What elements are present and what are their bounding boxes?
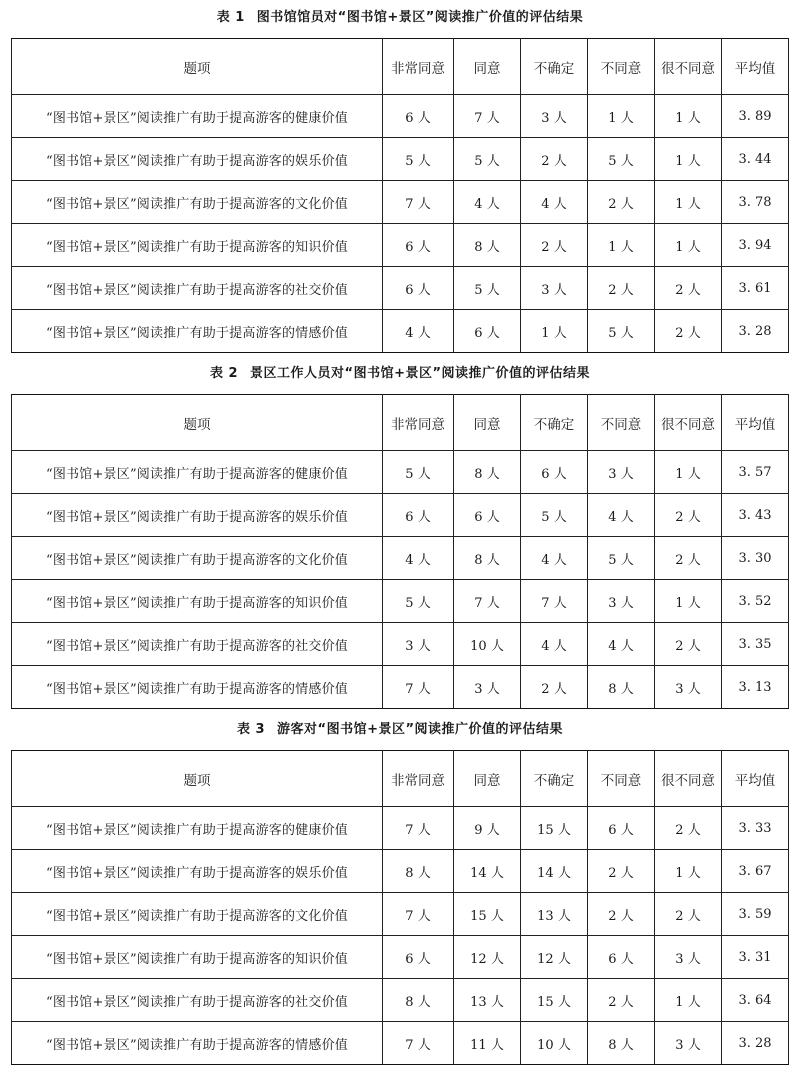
table-1-caption [0,6,800,25]
table-row [12,310,789,353]
cell-strongly-disagree: 2 人 [655,893,722,936]
cell-unsure: 6 人 [521,451,588,494]
header-agree: 同意 [454,395,521,451]
cell-average: 3. 89 [722,95,789,138]
cell-strongly-agree: 4 人 [383,310,454,353]
cell-average: 3. 94 [722,224,789,267]
header-average: 平均值 [722,751,789,807]
cell-agree: 3 人 [454,666,521,709]
header-agree: 同意 [454,751,521,807]
cell-agree: 5 人 [454,267,521,310]
header-strongly-disagree: 很不同意 [655,39,722,95]
header-disagree: 不同意 [588,39,655,95]
table-row [12,666,789,709]
table-header-row [12,39,789,95]
cell-unsure: 3 人 [521,95,588,138]
cell-strongly-agree: 8 人 [383,850,454,893]
cell-average: 3. 35 [722,623,789,666]
cell-agree: 12 人 [454,936,521,979]
cell-item: “图书馆+景区”阅读推广有助于提高游客的情感价值 [12,1022,383,1065]
cell-unsure: 15 人 [521,807,588,850]
cell-strongly-agree: 7 人 [383,1022,454,1065]
cell-item: “图书馆+景区”阅读推广有助于提高游客的文化价值 [12,893,383,936]
table-row [12,138,789,181]
table-row [12,580,789,623]
table-1-number: 表 1 [216,10,245,25]
table-row [12,893,789,936]
cell-disagree: 4 人 [588,494,655,537]
cell-strongly-disagree: 3 人 [655,666,722,709]
cell-disagree: 3 人 [588,451,655,494]
cell-agree: 8 人 [454,537,521,580]
cell-disagree: 8 人 [588,1022,655,1065]
cell-unsure: 12 人 [521,936,588,979]
cell-strongly-agree: 5 人 [383,138,454,181]
cell-unsure: 2 人 [521,666,588,709]
cell-item: “图书馆+景区”阅读推广有助于提高游客的情感价值 [12,310,383,353]
table-3-caption [0,718,800,737]
cell-strongly-agree: 4 人 [383,537,454,580]
cell-item: “图书馆+景区”阅读推广有助于提高游客的健康价值 [12,807,383,850]
cell-agree: 7 人 [454,95,521,138]
cell-disagree: 8 人 [588,666,655,709]
header-strongly-disagree: 很不同意 [655,395,722,451]
table-1-title: 图书馆馆员对“图书馆+景区”阅读推广价值的评估结果 [256,10,584,25]
cell-agree: 8 人 [454,451,521,494]
header-disagree: 不同意 [588,395,655,451]
cell-disagree: 1 人 [588,224,655,267]
cell-disagree: 6 人 [588,807,655,850]
cell-average: 3. 33 [722,807,789,850]
table-3 [11,750,789,1065]
cell-item: “图书馆+景区”阅读推广有助于提高游客的知识价值 [12,580,383,623]
header-item: 题项 [12,39,383,95]
header-average: 平均值 [722,39,789,95]
header-item: 题项 [12,395,383,451]
cell-strongly-disagree: 1 人 [655,181,722,224]
cell-agree: 14 人 [454,850,521,893]
cell-item: “图书馆+景区”阅读推广有助于提高游客的社交价值 [12,623,383,666]
cell-unsure: 2 人 [521,138,588,181]
cell-item: “图书馆+景区”阅读推广有助于提高游客的健康价值 [12,95,383,138]
cell-strongly-disagree: 1 人 [655,451,722,494]
cell-strongly-agree: 7 人 [383,181,454,224]
cell-agree: 6 人 [454,494,521,537]
header-unsure: 不确定 [521,395,588,451]
cell-agree: 15 人 [454,893,521,936]
table-row [12,1022,789,1065]
cell-strongly-disagree: 3 人 [655,1022,722,1065]
cell-agree: 7 人 [454,580,521,623]
cell-strongly-disagree: 1 人 [655,580,722,623]
cell-unsure: 2 人 [521,224,588,267]
cell-disagree: 5 人 [588,138,655,181]
table-2-title: 景区工作人员对“图书馆+景区”阅读推广价值的评估结果 [250,366,591,381]
cell-unsure: 15 人 [521,979,588,1022]
cell-item: “图书馆+景区”阅读推广有助于提高游客的知识价值 [12,224,383,267]
cell-disagree: 2 人 [588,181,655,224]
cell-disagree: 1 人 [588,95,655,138]
table-header-row [12,395,789,451]
cell-agree: 5 人 [454,138,521,181]
table-row [12,181,789,224]
table-row [12,95,789,138]
cell-strongly-agree: 6 人 [383,224,454,267]
cell-strongly-disagree: 1 人 [655,850,722,893]
cell-disagree: 2 人 [588,893,655,936]
header-agree: 同意 [454,39,521,95]
cell-agree: 11 人 [454,1022,521,1065]
table-row [12,451,789,494]
table-row [12,979,789,1022]
cell-disagree: 2 人 [588,850,655,893]
cell-disagree: 5 人 [588,310,655,353]
table-3-number: 表 3 [236,722,266,737]
cell-strongly-agree: 6 人 [383,267,454,310]
table-3-title: 游客对“图书馆+景区”阅读推广价值的评估结果 [277,722,564,737]
cell-unsure: 4 人 [521,181,588,224]
cell-item: “图书馆+景区”阅读推广有助于提高游客的娱乐价值 [12,138,383,181]
cell-item: “图书馆+景区”阅读推广有助于提高游客的知识价值 [12,936,383,979]
cell-unsure: 14 人 [521,850,588,893]
table-row [12,623,789,666]
cell-average: 3. 59 [722,893,789,936]
cell-agree: 9 人 [454,807,521,850]
cell-strongly-agree: 6 人 [383,494,454,537]
cell-disagree: 2 人 [588,979,655,1022]
cell-strongly-disagree: 2 人 [655,494,722,537]
cell-strongly-disagree: 1 人 [655,138,722,181]
cell-disagree: 2 人 [588,267,655,310]
cell-strongly-disagree: 2 人 [655,267,722,310]
table-2-caption [0,362,800,381]
header-strongly-agree: 非常同意 [383,39,454,95]
cell-strongly-disagree: 1 人 [655,224,722,267]
cell-item: “图书馆+景区”阅读推广有助于提高游客的健康价值 [12,451,383,494]
cell-strongly-agree: 7 人 [383,807,454,850]
cell-unsure: 1 人 [521,310,588,353]
table-row [12,850,789,893]
cell-disagree: 5 人 [588,537,655,580]
header-item: 题项 [12,751,383,807]
cell-average: 3. 78 [722,181,789,224]
cell-item: “图书馆+景区”阅读推广有助于提高游客的社交价值 [12,267,383,310]
cell-agree: 8 人 [454,224,521,267]
cell-unsure: 4 人 [521,623,588,666]
cell-average: 3. 61 [722,267,789,310]
cell-average: 3. 43 [722,494,789,537]
cell-strongly-disagree: 2 人 [655,310,722,353]
cell-item: “图书馆+景区”阅读推广有助于提高游客的社交价值 [12,979,383,1022]
header-disagree: 不同意 [588,751,655,807]
cell-strongly-agree: 7 人 [383,893,454,936]
cell-strongly-disagree: 2 人 [655,807,722,850]
table-row [12,807,789,850]
cell-unsure: 13 人 [521,893,588,936]
table-2-number: 表 2 [209,366,239,381]
cell-unsure: 3 人 [521,267,588,310]
header-unsure: 不确定 [521,751,588,807]
table-header-row [12,751,789,807]
table-row [12,537,789,580]
cell-strongly-agree: 6 人 [383,936,454,979]
cell-average: 3. 28 [722,1022,789,1065]
cell-strongly-agree: 3 人 [383,623,454,666]
cell-strongly-disagree: 3 人 [655,936,722,979]
cell-strongly-agree: 6 人 [383,95,454,138]
cell-strongly-disagree: 1 人 [655,979,722,1022]
cell-strongly-agree: 5 人 [383,451,454,494]
cell-strongly-agree: 7 人 [383,666,454,709]
cell-average: 3. 57 [722,451,789,494]
table-row [12,224,789,267]
table-2 [11,394,789,709]
table-1 [11,38,789,353]
table-row [12,936,789,979]
cell-disagree: 6 人 [588,936,655,979]
header-average: 平均值 [722,395,789,451]
table-row [12,267,789,310]
header-strongly-agree: 非常同意 [383,395,454,451]
cell-item: “图书馆+景区”阅读推广有助于提高游客的文化价值 [12,181,383,224]
cell-item: “图书馆+景区”阅读推广有助于提高游客的娱乐价值 [12,494,383,537]
cell-strongly-disagree: 2 人 [655,537,722,580]
cell-agree: 13 人 [454,979,521,1022]
cell-strongly-disagree: 1 人 [655,95,722,138]
cell-average: 3. 30 [722,537,789,580]
cell-agree: 6 人 [454,310,521,353]
cell-disagree: 4 人 [588,623,655,666]
cell-unsure: 4 人 [521,537,588,580]
cell-disagree: 3 人 [588,580,655,623]
cell-average: 3. 64 [722,979,789,1022]
cell-average: 3. 31 [722,936,789,979]
header-strongly-disagree: 很不同意 [655,751,722,807]
cell-average: 3. 44 [722,138,789,181]
cell-item: “图书馆+景区”阅读推广有助于提高游客的情感价值 [12,666,383,709]
cell-unsure: 7 人 [521,580,588,623]
cell-unsure: 5 人 [521,494,588,537]
header-strongly-agree: 非常同意 [383,751,454,807]
cell-strongly-agree: 5 人 [383,580,454,623]
cell-strongly-disagree: 2 人 [655,623,722,666]
header-unsure: 不确定 [521,39,588,95]
cell-unsure: 10 人 [521,1022,588,1065]
cell-average: 3. 52 [722,580,789,623]
cell-item: “图书馆+景区”阅读推广有助于提高游客的娱乐价值 [12,850,383,893]
cell-item: “图书馆+景区”阅读推广有助于提高游客的文化价值 [12,537,383,580]
cell-agree: 4 人 [454,181,521,224]
cell-average: 3. 28 [722,310,789,353]
cell-agree: 10 人 [454,623,521,666]
cell-average: 3. 67 [722,850,789,893]
table-row [12,494,789,537]
cell-average: 3. 13 [722,666,789,709]
cell-strongly-agree: 8 人 [383,979,454,1022]
